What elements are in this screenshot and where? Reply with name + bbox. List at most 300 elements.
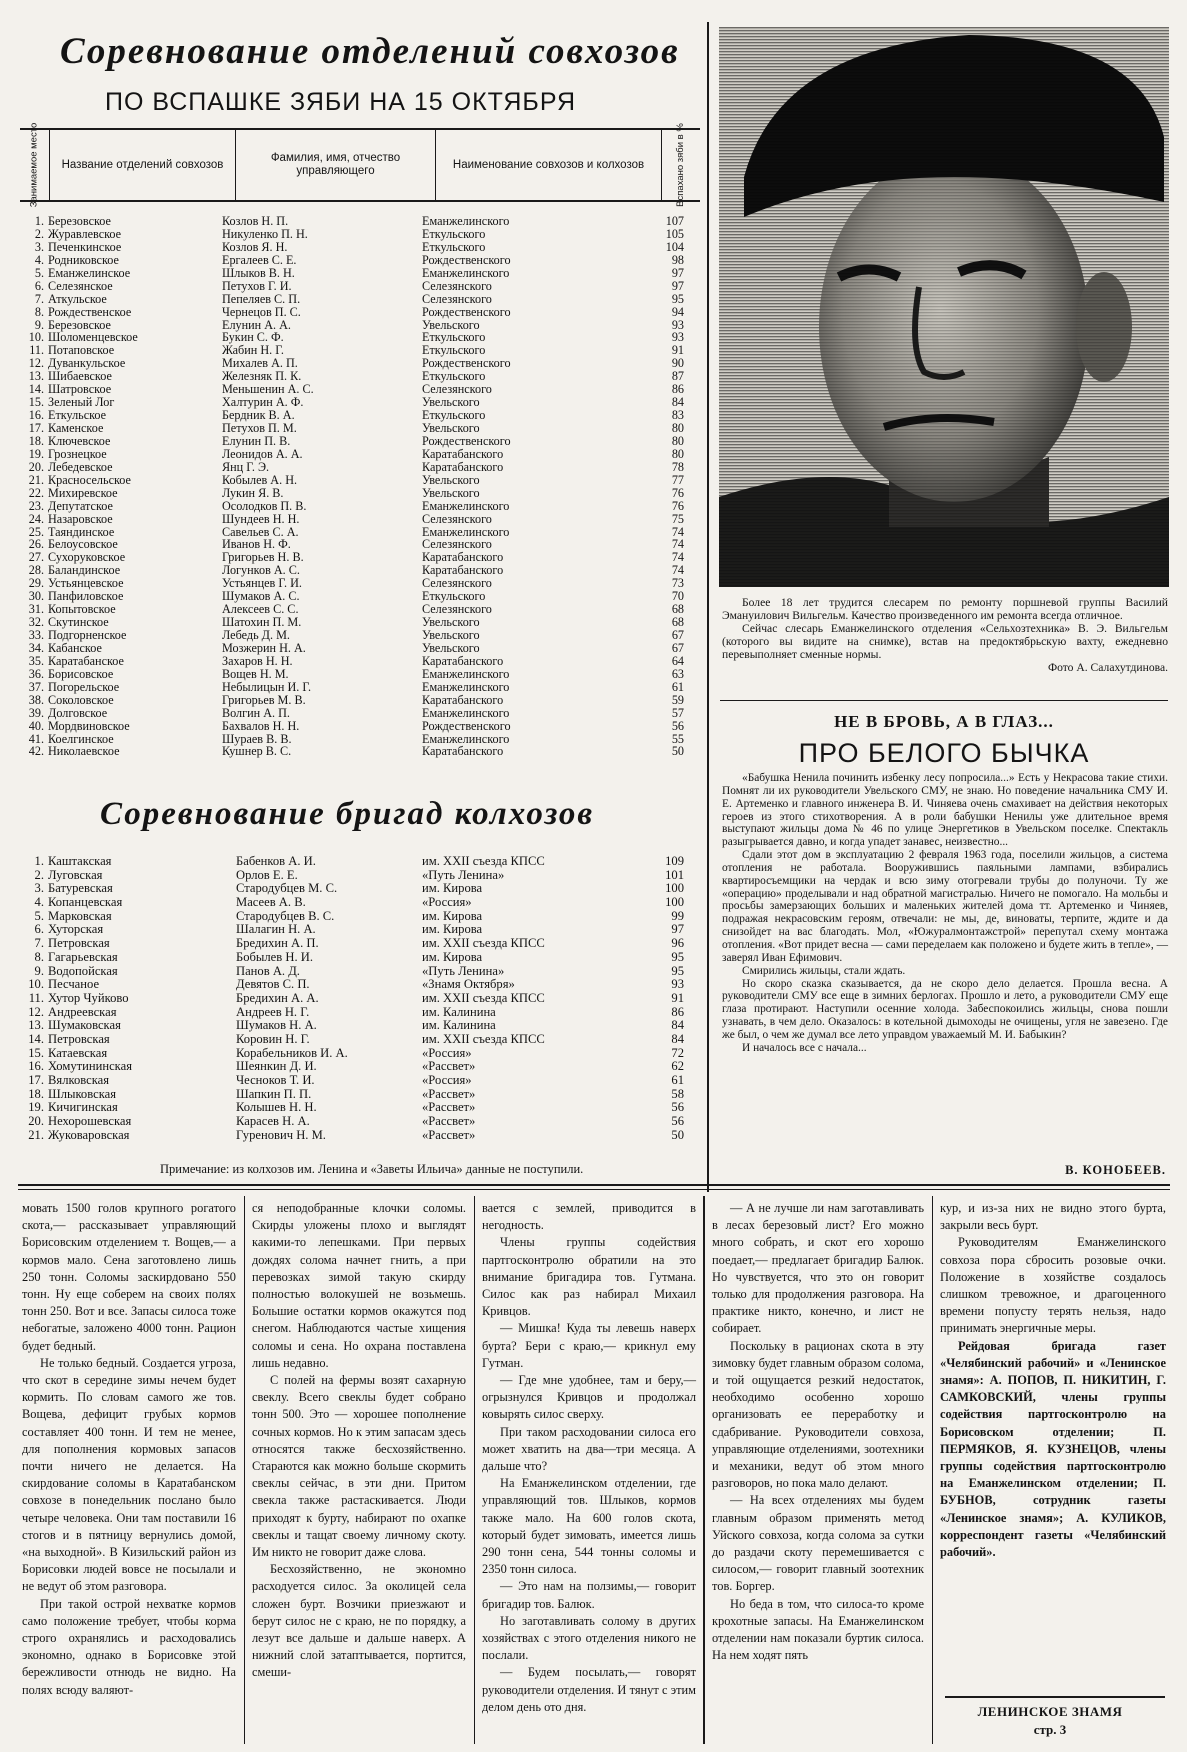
- cell-place: 11.: [28, 990, 44, 1005]
- cell-manager: Панов А. Д.: [236, 963, 300, 978]
- cell-farm: Увельского: [422, 640, 480, 655]
- cell-department: Грознецкое: [48, 446, 107, 461]
- cell-farm: Еманжелинского: [422, 524, 510, 539]
- cell-farm: Увельского: [422, 472, 480, 487]
- cell-manager: Ергалеев С. Е.: [222, 252, 297, 267]
- cell-farm: им. Кирова: [422, 881, 483, 896]
- cell-farm: им. Кирова: [422, 922, 483, 937]
- cell-place: 3.: [34, 881, 44, 896]
- cell-place: 1.: [34, 214, 44, 228]
- cell-manager: Меньшенин А. С.: [222, 382, 314, 397]
- cell-percent: 91: [671, 990, 684, 1005]
- cell-farm: «Рассвет»: [422, 1100, 476, 1115]
- cell-manager: Лебедь Д. М.: [222, 628, 290, 642]
- worker-photo: [719, 27, 1169, 587]
- cell-percent: 93: [671, 977, 684, 992]
- cell-place: 31.: [28, 602, 44, 617]
- article-paragraph: На Еманжелинском отделении, где управляющий тов. Шлыков, кормов также мало. На 600 голов скота, который будет зимовать, имеется лишь 290 тонн сена, 544 тонны соломы и 2350 тонн силоса.: [482, 1476, 696, 1577]
- cell-farm: Увельского: [422, 485, 480, 500]
- cell-manager: Янц Г. Э.: [222, 459, 270, 474]
- page-number: стр. 3: [1033, 1722, 1067, 1737]
- cell-percent: 101: [665, 867, 684, 882]
- cell-department: Лебедевское: [48, 459, 113, 474]
- cell-department: Панфиловское: [48, 589, 124, 604]
- cell-farm: «Россия»: [422, 895, 472, 910]
- cell-place: 33.: [28, 628, 44, 642]
- cell-department: Песчаное: [48, 977, 100, 992]
- photo-caption-line-2: Сейчас слесарь Еманжелинского отделения «Сельхозтехника» В. Э. Вильгельм (которого вы видите на снимке), встав на предоктябрьскую вахту, ежедневно перевыполняет сменные нормы.: [722, 622, 1168, 661]
- feuilleton-title: ПРО БЕЛОГО БЫЧКА: [798, 738, 1090, 768]
- sovkhoz-table-header: [20, 122, 700, 208]
- cell-department: Каштакская: [48, 854, 112, 868]
- cell-percent: 93: [671, 330, 684, 345]
- raid-brigade-signers: Рейдовая бригада газет «Челябинский рабочий» и «Ленинское знамя»: А. ПОПОВ, П. НИКИТИН, Г. САМКОВСКИЙ, члены группы содействия партгосконтролю на Борисовском отделении; П. ПЕРМЯКОВ, Я. КУЗНЕЦОВ, члены группы содействия партгосконтролю на Еманжелинском отделении; П. БУБНОВ, сотрудник газеты «Ленинское знамя»; А. КУЛИКОВ, корреспондент газеты «Челябинский рабочий».: [940, 1338, 1166, 1560]
- cell-place: 15.: [28, 395, 44, 410]
- cell-percent: 61: [671, 1073, 684, 1087]
- cell-farm: им. Кирова: [422, 949, 483, 964]
- cell-department: Соколовское: [48, 692, 114, 707]
- cell-farm: Каратабанского: [422, 563, 504, 578]
- cell-manager: Мозжерин Н. А.: [222, 640, 306, 655]
- cell-manager: Гуренович Н. М.: [236, 1127, 326, 1142]
- cell-place: 4.: [34, 252, 44, 267]
- article-paragraph: — На всех отделениях мы будем главным образом применять метод Уйского совхоза, когда солома за сутки до раздачи скоту перемешивается с силосом,— говорит главный зоотехник тов. Боргер.: [712, 1493, 924, 1594]
- article-column-1: [22, 1200, 236, 1699]
- cell-percent: 50: [671, 744, 684, 759]
- photo-caption: [722, 596, 1168, 674]
- cell-department: Печенкинское: [48, 239, 122, 254]
- cell-farm: Увельского: [422, 317, 480, 332]
- cell-department: Депутатское: [48, 498, 113, 513]
- cell-percent: 74: [671, 524, 684, 539]
- cell-department: Михиревское: [48, 485, 118, 500]
- feuilleton-paragraph: Но скоро сказка сказывается, да не скоро дело делается. Прошла весна. А руководители СМУ все еще в зимних берлогах. Прошло и лето, а руководители СМУ еще глаза протирают. Наступили осенние холода. Забеспокоились жильцы, снова пошли узнавать, в чем дело. Оказалось: в котельной дымоходы не очищены, угля не завезено. Где же был, о чем же думал все лето управдом уважаемый М. И. Бабыкин?: [722, 977, 1168, 1041]
- cell-farm: Селезянского: [422, 602, 492, 617]
- cell-percent: 80: [671, 433, 684, 448]
- cell-department: Петровская: [48, 936, 110, 951]
- cell-place: 14.: [28, 1031, 44, 1046]
- cell-farm: Увельского: [422, 395, 480, 410]
- cell-percent: 62: [671, 1059, 684, 1074]
- cell-place: 4.: [34, 895, 44, 910]
- cell-farm: Селезянского: [422, 382, 492, 397]
- cell-place: 5.: [34, 265, 44, 280]
- cell-department: Луговская: [48, 867, 103, 882]
- cell-place: 16.: [28, 408, 44, 423]
- article-paragraph: Но заготавливать солому в других хозяйствах с этого отделения никого не послали.: [482, 1613, 696, 1663]
- cell-place: 6.: [34, 278, 44, 293]
- cell-percent: 95: [671, 963, 684, 978]
- cell-department: Шлыковская: [48, 1086, 116, 1101]
- cell-percent: 105: [665, 226, 684, 241]
- cell-department: Баландинское: [48, 563, 121, 578]
- cell-manager: Козлов Н. П.: [222, 214, 289, 228]
- cell-farm: «Путь Ленина»: [422, 867, 505, 882]
- cell-percent: 61: [671, 679, 684, 694]
- article-column-3: [482, 1200, 696, 1716]
- cell-manager: Бердник В. А.: [222, 408, 295, 423]
- cell-department: Еманжелинское: [48, 265, 131, 280]
- cell-farm: Селезянского: [422, 511, 492, 526]
- cell-percent: 57: [671, 705, 684, 720]
- cell-percent: 76: [671, 498, 684, 513]
- cell-department: Красносельское: [48, 472, 131, 487]
- article-paragraph: — Будем посылать,— говорят руководители отделения. И тянут с этим делом день ото дня.: [482, 1665, 696, 1714]
- cell-place: 32.: [28, 615, 44, 630]
- cell-percent: 91: [671, 343, 684, 358]
- cell-department: Кабанское: [48, 640, 102, 655]
- cell-place: 27.: [28, 550, 44, 565]
- cell-manager: Масеев А. В.: [236, 895, 306, 910]
- cell-percent: 98: [671, 252, 684, 267]
- cell-farm: Увельского: [422, 628, 480, 642]
- cell-farm: им. XXII съезда КПСС: [422, 936, 545, 951]
- cell-department: Петровская: [48, 1031, 110, 1046]
- cell-department: Коелгинское: [48, 731, 114, 746]
- cell-place: 20.: [28, 1114, 44, 1129]
- cell-place: 9.: [34, 317, 44, 332]
- cell-percent: 84: [671, 1031, 684, 1046]
- photo-credit: Фото А. Салахутдинова.: [1047, 661, 1168, 674]
- worker-portrait-image: [719, 27, 1169, 587]
- cell-place: 24.: [28, 511, 44, 526]
- cell-place: 42.: [28, 744, 44, 759]
- cell-manager: Козлов Я. Н.: [222, 239, 288, 254]
- cell-percent: 90: [671, 356, 684, 371]
- cell-percent: 93: [671, 317, 684, 332]
- cell-farm: «Рассвет»: [422, 1127, 476, 1142]
- cell-place: 15.: [28, 1045, 44, 1060]
- cell-place: 21.: [28, 472, 44, 487]
- cell-place: 8.: [34, 304, 44, 319]
- cell-department: Ключевское: [48, 433, 111, 448]
- cell-percent: 55: [671, 731, 684, 746]
- cell-percent: 96: [671, 936, 684, 951]
- newspaper-name: ЛЕНИНСКОЕ ЗНАМЯ: [977, 1704, 1123, 1719]
- article-column-4: [712, 1200, 924, 1664]
- cell-farm: Каратабанского: [422, 653, 504, 668]
- cell-manager: Коровин Н. Г.: [236, 1031, 310, 1046]
- cell-place: 10.: [28, 977, 44, 992]
- cell-place: 41.: [28, 731, 44, 746]
- cell-department: Хуторская: [48, 922, 104, 937]
- cell-place: 21.: [28, 1127, 44, 1142]
- cell-percent: 84: [671, 395, 684, 410]
- cell-department: Зеленый Лог: [48, 395, 115, 410]
- cell-manager: Михалев А. П.: [222, 356, 298, 371]
- cell-percent: 74: [671, 563, 684, 578]
- feuilleton-author: В. КОНОБЕЕВ.: [1065, 1163, 1166, 1177]
- cell-place: 28.: [28, 563, 44, 578]
- cell-place: 13.: [28, 369, 44, 384]
- cell-percent: 75: [671, 511, 684, 526]
- cell-place: 25.: [28, 524, 44, 539]
- feuilleton-top-rule: [720, 700, 1168, 701]
- cell-manager: Девятов С. П.: [236, 977, 310, 992]
- article-column-5: [940, 1200, 1166, 1561]
- cell-department: Гагарьевская: [48, 949, 118, 964]
- cell-manager: Лукин Я. В.: [222, 485, 284, 500]
- header-percent: Вспахано зяби в %: [675, 123, 687, 207]
- cell-farm: Каратабанского: [422, 744, 504, 759]
- cell-farm: им. Калинина: [422, 1018, 496, 1033]
- cell-farm: Еманжелинского: [422, 265, 510, 280]
- cell-manager: Волгин А. П.: [222, 705, 290, 720]
- cell-percent: 77: [671, 472, 684, 487]
- cell-department: Николаевское: [48, 744, 120, 759]
- cell-place: 10.: [28, 330, 44, 345]
- cell-department: Белоусовское: [48, 537, 118, 552]
- article-paragraph: ся неподобранные клочки соломы. Скирды уложены плохо и выглядят какими-то лепешками. При первых дождях солома начнет гнить, а при перевозках зимой такую скирду полностью волокушей не возьмешь. Большие остатки кормов окажутся под снегом. Наблюдаются частые хищения соломы и сена. Но охрана поставлена лишь недавно.: [252, 1201, 466, 1370]
- cell-farm: Каратабанского: [422, 550, 504, 565]
- cell-farm: Увельского: [422, 421, 480, 435]
- cell-farm: им. XXII съезда КПСС: [422, 1031, 545, 1046]
- article-paragraph: При таком расходовании силоса его может хватить на два—три месяца. А дальше что?: [482, 1424, 696, 1474]
- cell-place: 5.: [34, 908, 44, 923]
- cell-place: 13.: [28, 1018, 44, 1033]
- cell-manager: Иванов Н. Ф.: [222, 537, 291, 552]
- cell-percent: 56: [671, 718, 684, 733]
- cell-manager: Бредихин А. П.: [236, 936, 319, 951]
- cell-department: Шибаевское: [48, 369, 112, 384]
- cell-farm: Еманжелинского: [422, 731, 510, 746]
- cell-manager: Жабин Н. Г.: [222, 343, 284, 358]
- article-paragraph: — Мишка! Куда ты левешь наверх бурта? Бери с краю,— крикнул ему Гутман.: [482, 1321, 696, 1370]
- cell-percent: 100: [665, 881, 684, 896]
- cell-manager: Кушнер В. С.: [222, 744, 292, 759]
- cell-farm: Селезянского: [422, 278, 492, 293]
- cell-place: 20.: [28, 459, 44, 474]
- cell-percent: 59: [671, 692, 684, 707]
- header-sovkhoz: Наименование совхозов и колхозов: [436, 130, 662, 200]
- cell-farm: Рождественского: [422, 252, 511, 267]
- cell-department: Борисовское: [48, 666, 114, 681]
- cell-place: 14.: [28, 382, 44, 397]
- cell-manager: Шапкин П. П.: [236, 1086, 312, 1101]
- cell-percent: 74: [671, 550, 684, 565]
- cell-place: 12.: [28, 356, 44, 371]
- cell-percent: 56: [671, 1114, 684, 1129]
- bottom-column-rule-2: [474, 1196, 475, 1744]
- cell-place: 2.: [34, 867, 44, 882]
- cell-place: 26.: [28, 537, 44, 552]
- photo-caption-line-1: Более 18 лет трудится слесарем по ремонту поршневой группы Василий Эмануилович Вильгельм. Качество произведенного им ремонта всегда отличное.: [722, 596, 1168, 622]
- cell-department: Таяндинское: [48, 524, 115, 539]
- cell-department: Хутор Чуйково: [48, 990, 129, 1005]
- cell-manager: Чернецов П. С.: [222, 304, 301, 319]
- cell-farm: Увельского: [422, 615, 480, 630]
- cell-department: Сухоруковское: [48, 550, 126, 565]
- cell-department: Копанцевская: [48, 895, 123, 910]
- cell-percent: 95: [671, 949, 684, 964]
- cell-percent: 97: [671, 922, 684, 937]
- cell-percent: 83: [671, 408, 684, 423]
- cell-percent: 86: [671, 1004, 684, 1019]
- cell-department: Селезянское: [48, 278, 113, 293]
- cell-manager: Захаров Н. Н.: [222, 653, 293, 668]
- cell-farm: «Знамя Октября»: [422, 977, 515, 992]
- article-paragraph: вается с землей, приводится в негодность.: [482, 1201, 696, 1233]
- bottom-column-rule-1: [244, 1196, 245, 1744]
- cell-department: Березовское: [48, 214, 111, 228]
- cell-place: 6.: [34, 922, 44, 937]
- cell-department: Долговское: [48, 705, 108, 720]
- cell-manager: Карасев Н. А.: [236, 1114, 310, 1129]
- header-department-name: Название отделений совхозов: [50, 130, 236, 200]
- article-paragraph: Но беда в том, что силоса-то кроме крохотные запасы. На Еманжелинском отделении нам показали буртик силоса. На нем ходят пять: [712, 1596, 924, 1663]
- cell-place: 19.: [28, 446, 44, 461]
- sovkhoz-table-title: Соревнование отделений совхозов: [60, 31, 680, 72]
- cell-manager: Бобылев Н. И.: [236, 949, 314, 964]
- cell-manager: Леонидов А. А.: [222, 446, 303, 461]
- cell-farm: Еткульского: [422, 589, 486, 604]
- cell-manager: Осолодков П. В.: [222, 498, 307, 513]
- cell-department: Журавлевское: [48, 226, 122, 241]
- cell-percent: 74: [671, 537, 684, 552]
- cell-manager: Вощев Н. М.: [222, 666, 289, 681]
- cell-place: 35.: [28, 653, 44, 668]
- cell-department: Аткульское: [48, 291, 107, 306]
- article-paragraph: — А не лучше ли нам заготавливать в лесах березовый лист? Его можно много собрать, и скот его хорошо поедает,— предлагает бригадир Балюк. Но чувствуется, что это он говорит только для продолжения разговора. На практике никто, конечно, и лист не собирает.: [712, 1201, 924, 1336]
- cell-percent: 86: [671, 382, 684, 397]
- cell-percent: 104: [665, 239, 684, 254]
- cell-percent: 100: [665, 895, 684, 910]
- cell-farm: «Рассвет»: [422, 1059, 476, 1074]
- cell-percent: 97: [671, 265, 684, 280]
- cell-percent: 67: [671, 628, 684, 642]
- feuilleton-kicker: НЕ В БРОВЬ, А В ГЛАЗ...: [834, 712, 1054, 731]
- cell-manager: Бредихин А. А.: [236, 990, 319, 1005]
- section-rule-horizontal-thin: [18, 1189, 1170, 1190]
- cell-manager: Петухов П. М.: [222, 421, 297, 435]
- feuilleton-paragraph: «Бабушка Ненила починить избенку лесу попросила...» Есть у Некрасова такие стихи. Помнят ли их руководители Увельского СМУ, не знаю. Но поведение начальника СМУ И. Е. Артеменко и главного инженера В. И. Чиняева очень смахивает на действия некоторых героев из этого стихотворения. А в роли бабушки Ненилы уже длительное время выступают жильцы дома № 46 по улице Энергетиков в Увельском поселке. Спектакль разыгрывается давно, и когда упадет занавес, неизвестно...: [722, 772, 1168, 849]
- cell-manager: Алексеев С. С.: [222, 602, 299, 617]
- cell-place: 18.: [28, 1086, 44, 1101]
- cell-place: 23.: [28, 498, 44, 513]
- cell-percent: 50: [671, 1127, 684, 1142]
- cell-department: Подгорненское: [48, 628, 127, 642]
- cell-department: Шумаковская: [48, 1018, 121, 1033]
- cell-percent: 68: [671, 615, 684, 630]
- cell-farm: Еткульского: [422, 369, 486, 384]
- feuilleton-paragraph: Сдали этот дом в эксплуатацию 2 февраля 1963 года, поселили жильцов, а система отопления не работала. Вооружившись паяльными лампами, взбирались квартиросъемщики на чердак и всю зиму отогревали трубы до полуночи. Ту же «операцию» проделывали и над обратной магистралью. Ничего не помогало. На мольбы и просьбы замерзающих больших и маленьких жителей дома тт. Артеменко и Чиняев, подражая некрасовским героям, отвечали: не мы, де, виноваты, терпите, ждите и да снизойдет на вас благодать. Мол, «Южуралмонтажстрой» перепутал схему монтажа отопления. «Вот придет весна — сами переделаем как положено и будете жить в тепле», — заверял Иван Ефимович.: [722, 849, 1168, 964]
- cell-place: 34.: [28, 640, 44, 655]
- cell-percent: 95: [671, 291, 684, 306]
- cell-department: Погорельское: [48, 679, 120, 694]
- cell-farm: им. Калинина: [422, 1004, 496, 1019]
- cell-farm: Еманжелинского: [422, 214, 510, 228]
- cell-farm: Рождественского: [422, 718, 511, 733]
- cell-place: 3.: [34, 239, 44, 254]
- cell-department: Рождественское: [48, 304, 132, 319]
- cell-farm: Еткульского: [422, 239, 486, 254]
- cell-manager: Стародубцев М. С.: [236, 881, 338, 896]
- cell-place: 40.: [28, 718, 44, 733]
- cell-percent: 68: [671, 602, 684, 617]
- cell-manager: Бахвалов Н. Н.: [222, 718, 300, 733]
- cell-place: 18.: [28, 433, 44, 448]
- article-paragraph: Бесхозяйственно, не экономно расходуется силос. За околицей села сложен бурт. Возчики приезжают и берут силос не с краю, не по порядку, а лезут все дальше и дальше наверх. А нижний слой затаптывается, портится, смеши-: [252, 1562, 466, 1680]
- bottom-column-rule-3: [703, 1196, 705, 1744]
- cell-manager: Устьянцев Г. И.: [222, 576, 302, 591]
- article-paragraph: Не только бедный. Создается угроза, что скот в середине зимы нечем будет кормить. По словам самого же тов. Вощева, дефицит грубых кормов составляет 400 тонн. И тем не менее, для пополнения кормовых запасов почти ничего не делается. На скирдование соломы в Каратабанском совхозе в понедельник послано было четыре человека. Они там поставили 16 стогов и в пятницу вернулись домой, «на выходной». В Кизильский район из Борисовки людей вовсе не посылали и не ведут об этом разговора.: [22, 1355, 236, 1594]
- cell-place: 17.: [28, 1073, 44, 1087]
- cell-manager: Колышев Н. Н.: [236, 1100, 317, 1115]
- cell-farm: Рождественского: [422, 304, 511, 319]
- cell-manager: Железняк П. К.: [222, 369, 302, 384]
- cell-manager: Орлов Е. Е.: [236, 867, 298, 882]
- cell-place: 39.: [28, 705, 44, 720]
- cell-percent: 67: [671, 640, 684, 655]
- article-column-2: [252, 1200, 466, 1682]
- cell-manager: Шлыков В. Н.: [222, 265, 295, 280]
- article-paragraph: Члены группы содействия партгосконтролю обратили на это внимание бригадира тов. Гутмана. Силос как раз набирал Михаил Кривцов.: [482, 1235, 696, 1319]
- cell-department: Вялковская: [48, 1073, 110, 1087]
- cell-percent: 107: [665, 214, 684, 228]
- cell-percent: 80: [671, 421, 684, 435]
- cell-department: Шатровское: [48, 382, 112, 397]
- cell-farm: Еткульского: [422, 343, 486, 358]
- cell-department: Кичигинская: [48, 1100, 118, 1115]
- section-rule-horizontal: [18, 1184, 1170, 1186]
- cell-farm: Еткульского: [422, 408, 486, 423]
- cell-farm: «Россия»: [422, 1045, 472, 1060]
- cell-farm: «Рассвет»: [422, 1114, 476, 1129]
- cell-manager: Логунков А. С.: [222, 563, 300, 578]
- brigades-table-title: Соревнование бригад колхозов: [100, 796, 595, 832]
- cell-farm: Еманжелинского: [422, 666, 510, 681]
- cell-farm: Селезянского: [422, 291, 492, 306]
- cell-place: 1.: [34, 854, 44, 868]
- cell-percent: 84: [671, 1018, 684, 1033]
- cell-percent: 94: [671, 304, 684, 319]
- article-paragraph: — Где мне удобнее, там и беру,— огрызнулся Кривцов и продолжал ковырять силос сверху.: [482, 1373, 696, 1422]
- cell-manager: Григорьев М. В.: [222, 692, 306, 707]
- cell-manager: Петухов Г. И.: [222, 278, 292, 293]
- cell-department: Каменское: [48, 421, 104, 435]
- cell-department: Устьянцевское: [48, 576, 124, 591]
- cell-place: 12.: [28, 1004, 44, 1019]
- cell-farm: Селезянского: [422, 537, 492, 552]
- cell-department: Дуванкульское: [48, 356, 126, 371]
- footer-rule: [945, 1696, 1165, 1698]
- article-paragraph: С полей на фермы возят сахарную свеклу. Всего свеклы будет собрано тонн 500. Это — хорошее пополнение сочных кормов. Но к этим запасам здесь относятся также бесхозяйственно. Стараются как можно больше скормить свеклы сейчас, в эти дни. Притом свекла также растаскивается. Люди приходят к бурту, набирают по охапке свеклы и тащат своему личному скоту. Им никто не говорит даже слова.: [252, 1373, 466, 1560]
- cell-place: 7.: [34, 936, 44, 951]
- cell-department: Скутинское: [48, 615, 109, 630]
- cell-department: Нехорошевская: [48, 1114, 132, 1129]
- cell-farm: Каратабанского: [422, 446, 504, 461]
- article-paragraph: При такой острой нехватке кормов само положение требует, чтобы корма строго охранялись и расходовались экономно, однако в Борисовке этой бережливости отнюдь не видно. На полях всюду валяют-: [22, 1596, 236, 1697]
- article-paragraph: — Это нам на ползимы,— говорит бригадир тов. Балюк.: [482, 1579, 696, 1611]
- cell-department: Батуревская: [48, 881, 113, 896]
- cell-department: Потаповское: [48, 343, 115, 358]
- cell-farm: Каратабанского: [422, 692, 504, 707]
- cell-manager: Никуленко П. Н.: [222, 226, 308, 241]
- cell-manager: Григорьев Н. В.: [222, 550, 304, 565]
- cell-manager: Халтурин А. Ф.: [222, 395, 304, 410]
- cell-farm: Рождественского: [422, 433, 511, 448]
- cell-farm: «Путь Ленина»: [422, 963, 505, 978]
- cell-farm: им. Кирова: [422, 908, 483, 923]
- cell-place: 22.: [28, 485, 44, 500]
- cell-place: 9.: [34, 963, 44, 978]
- cell-manager: Корабельников И. А.: [236, 1045, 348, 1060]
- cell-farm: Еткульского: [422, 226, 486, 241]
- cell-department: Березовское: [48, 317, 111, 332]
- cell-manager: Кобылев А. Н.: [222, 472, 298, 487]
- cell-manager: Елунин А. А.: [222, 317, 291, 332]
- cell-department: Мордвиновское: [48, 718, 130, 733]
